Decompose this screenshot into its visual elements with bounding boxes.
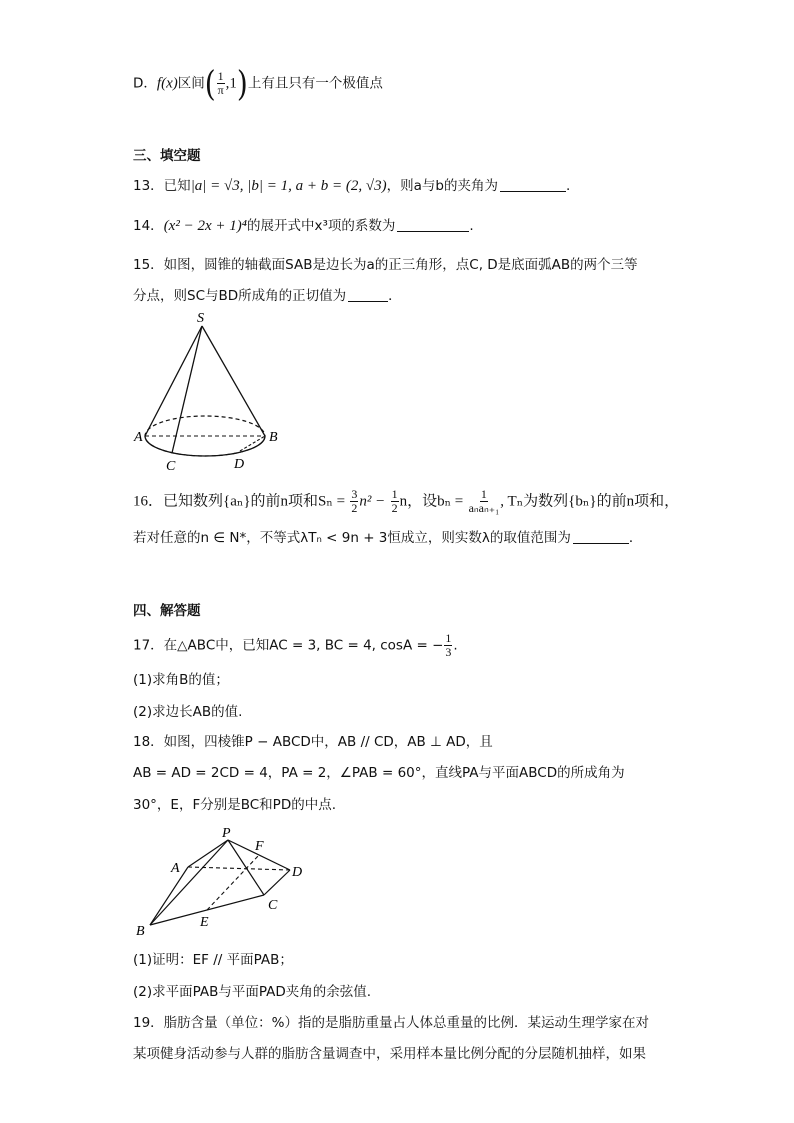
section-4-title: 四、解答题	[133, 603, 201, 619]
vector-sum: a + b = (2, √3)	[295, 178, 387, 194]
label-c: C	[166, 459, 176, 474]
question-17-part1: (1)求角B的值；	[133, 672, 229, 688]
option-d: D．f(x)区间( $\frac{1}{\pi}$ ,1)上有且只有一个极值点	[133, 62, 383, 104]
label-b: B	[269, 430, 278, 445]
edge-ad	[188, 867, 290, 870]
label-a: A	[134, 430, 143, 445]
question-16-line2: 若对任意的n ∈ N*，不等式λTₙ < 9n + 3恒成立，则实数λ的取值范围为 ．	[133, 530, 643, 546]
edge-ap	[188, 840, 228, 867]
label-b: B	[136, 924, 145, 939]
label-p: P	[222, 826, 231, 841]
label-f: F	[255, 839, 264, 854]
label-c: C	[268, 898, 278, 913]
answer-blank-14[interactable]	[397, 217, 469, 232]
answer-blank-15[interactable]	[348, 287, 388, 302]
label-d: D	[292, 865, 303, 880]
vector-b-magnitude: |b| = 1	[247, 178, 289, 194]
question-18-line3: 30°，E，F分别是BC和PD的中点.	[133, 797, 337, 813]
label-e: E	[200, 915, 209, 930]
section-3-title: 三、填空题	[133, 148, 201, 164]
edge-bp	[150, 840, 228, 925]
function-expr: f(x)	[156, 75, 178, 92]
question-16-line1: 16．已知数列{aₙ}的前n项和Sₙ = $\frac{3}{2}$ n² − $\frac{1}{2}$ n，设bₙ = $\frac{1}{\text{aₙaₙ₊₁}}$ , Tₙ为数列{bₙ}的前n项和，	[133, 487, 680, 515]
question-19-line2: 某项健身活动参与人群的脂肪含量调查中，采用样本量比例分配的分层随机抽样，如果	[133, 1046, 646, 1062]
question-17: 17．在△ABC中，已知AC = 3, BC = 4, cosA = − $\frac{1}{3}$ .	[133, 631, 458, 659]
label-d: D	[234, 457, 245, 472]
vector-a-magnitude: |a| = √3	[190, 178, 240, 194]
question-18-line1: 18．如图，四棱锥P − ABCD中，AB // CD，AB ⊥ AD，且	[133, 734, 493, 750]
question-15-line1: 15．如图，圆锥的轴截面SAB是边长为a的正三角形，点C, D是底面弧AB的两个三等	[133, 257, 638, 273]
polynomial-expr: (x² − 2x + 1)⁴	[163, 218, 247, 234]
cone-edge-sc	[172, 326, 202, 453]
question-13: 13．已知|a| = √3, |b| = 1, a + b = (2, √3)，则a与b的夹角为 .	[133, 178, 571, 194]
answer-blank-13[interactable]	[500, 177, 566, 192]
label-a: A	[171, 861, 180, 876]
question-14: 14．(x² − 2x + 1)⁴的展开式中x³项的系数为 .	[133, 218, 474, 234]
question-18-line2: AB = AD = 2CD = 4，PA = 2，∠PAB = 60°，直线PA与平面ABCD的所成角为	[133, 765, 625, 781]
question-17-part2: (2)求边长AB的值.	[133, 704, 243, 720]
edge-cd	[264, 870, 290, 895]
question-15-line2: 分点，则SC与BD所成角的正切值为 ．	[133, 288, 402, 304]
answer-blank-16[interactable]	[573, 529, 629, 544]
interval-fraction: $\frac{1}{\pi}$	[217, 69, 224, 97]
question-19-line1: 19．脂肪含量（单位：%）指的是脂肪重量占人体总重量的比例．某运动生理学家在对	[133, 1015, 650, 1031]
cone-base-front	[145, 436, 265, 456]
cone-figure	[130, 310, 290, 480]
cone-edge-sb	[202, 326, 265, 436]
question-18-part1: (1)证明：EF // 平面PAB；	[133, 952, 293, 968]
question-18-part2: (2)求平面PAB与平面PAD夹角的余弦值.	[133, 984, 372, 1000]
pyramid-figure	[130, 822, 320, 942]
segment-ef	[207, 855, 259, 910]
label-s: S	[197, 311, 204, 326]
